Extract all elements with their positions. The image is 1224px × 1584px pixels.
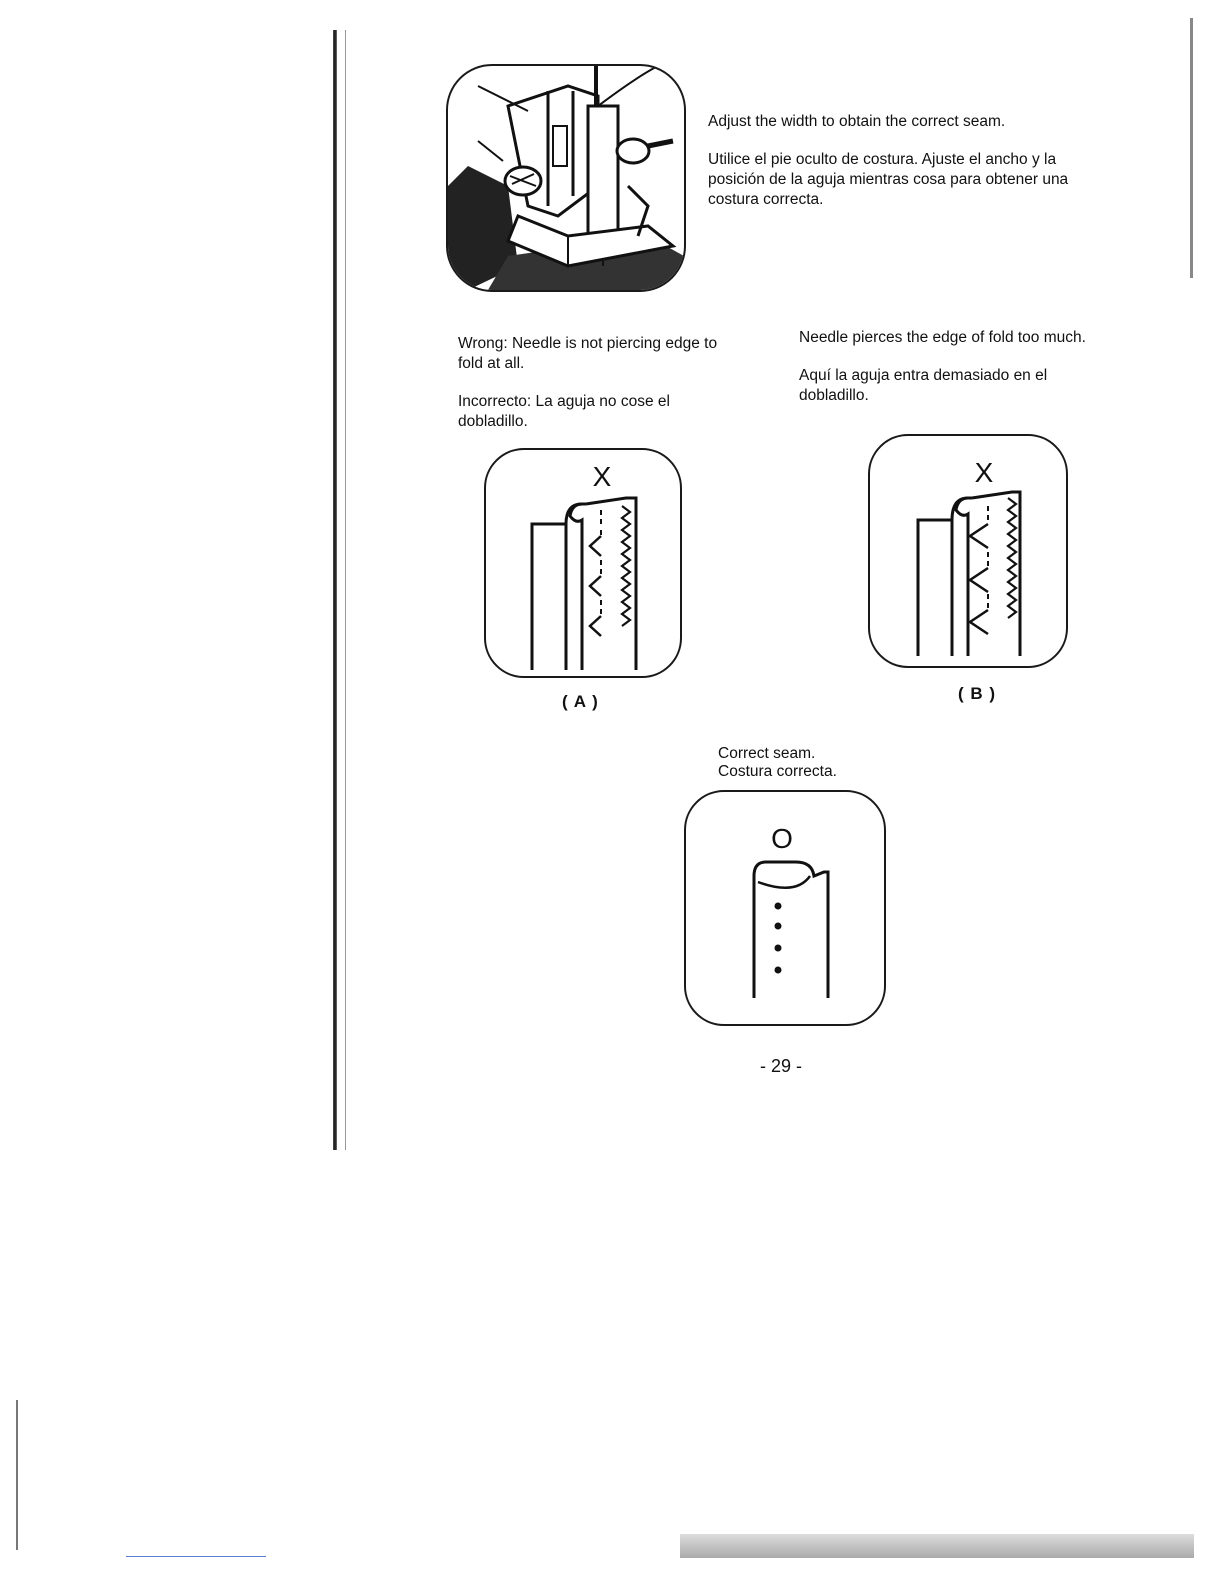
scan-binding-edge (333, 30, 337, 1150)
caption-b: ( B ) (958, 684, 997, 703)
toomuch-description-es: Aquí la aguja entra demasiado en el dobladillo. (799, 367, 1048, 404)
mark-b: X (974, 457, 994, 488)
presser-foot-illustration (448, 66, 684, 290)
wrong-description-es: Incorrecto: La aguja no cose el dobladillo. (458, 393, 670, 430)
top-instruction-en: Adjust the width to obtain the correct seam. (708, 113, 1006, 130)
scan-right-edge (1190, 18, 1193, 278)
stitch-diagram-a (486, 450, 680, 676)
stitch-diagram-a-frame (484, 448, 682, 678)
scan-bottom-strip (680, 1534, 1194, 1558)
stitch-diagram-b (870, 436, 1066, 666)
stitch-diagram-b-frame (868, 434, 1068, 668)
scan-thin-line (345, 30, 346, 1150)
wrong-description-en: Wrong: Needle is not piercing edge to fold at all. (458, 335, 718, 372)
correct-description-es: Costura correcta. (718, 763, 837, 780)
mark-a: X (592, 461, 612, 492)
stitch-diagram-correct-frame (684, 790, 886, 1026)
mark-correct: O (771, 823, 793, 854)
top-instruction-es: Utilice el pie oculto de costura. Ajuste el ancho y la posición de la aguja mientras cosa para obtener una costura correcta. (708, 151, 1069, 208)
caption-a: ( A ) (562, 692, 599, 711)
scan-left-bottom-line (16, 1400, 18, 1550)
presser-foot-illustration-frame (446, 64, 686, 292)
page-number: - 29 - (760, 1056, 803, 1076)
stitch-diagram-correct (686, 792, 884, 1024)
toomuch-description-en: Needle pierces the edge of fold too much. (799, 329, 1086, 346)
correct-description-en: Correct seam. (718, 745, 816, 762)
scan-blue-underline (126, 1556, 266, 1557)
